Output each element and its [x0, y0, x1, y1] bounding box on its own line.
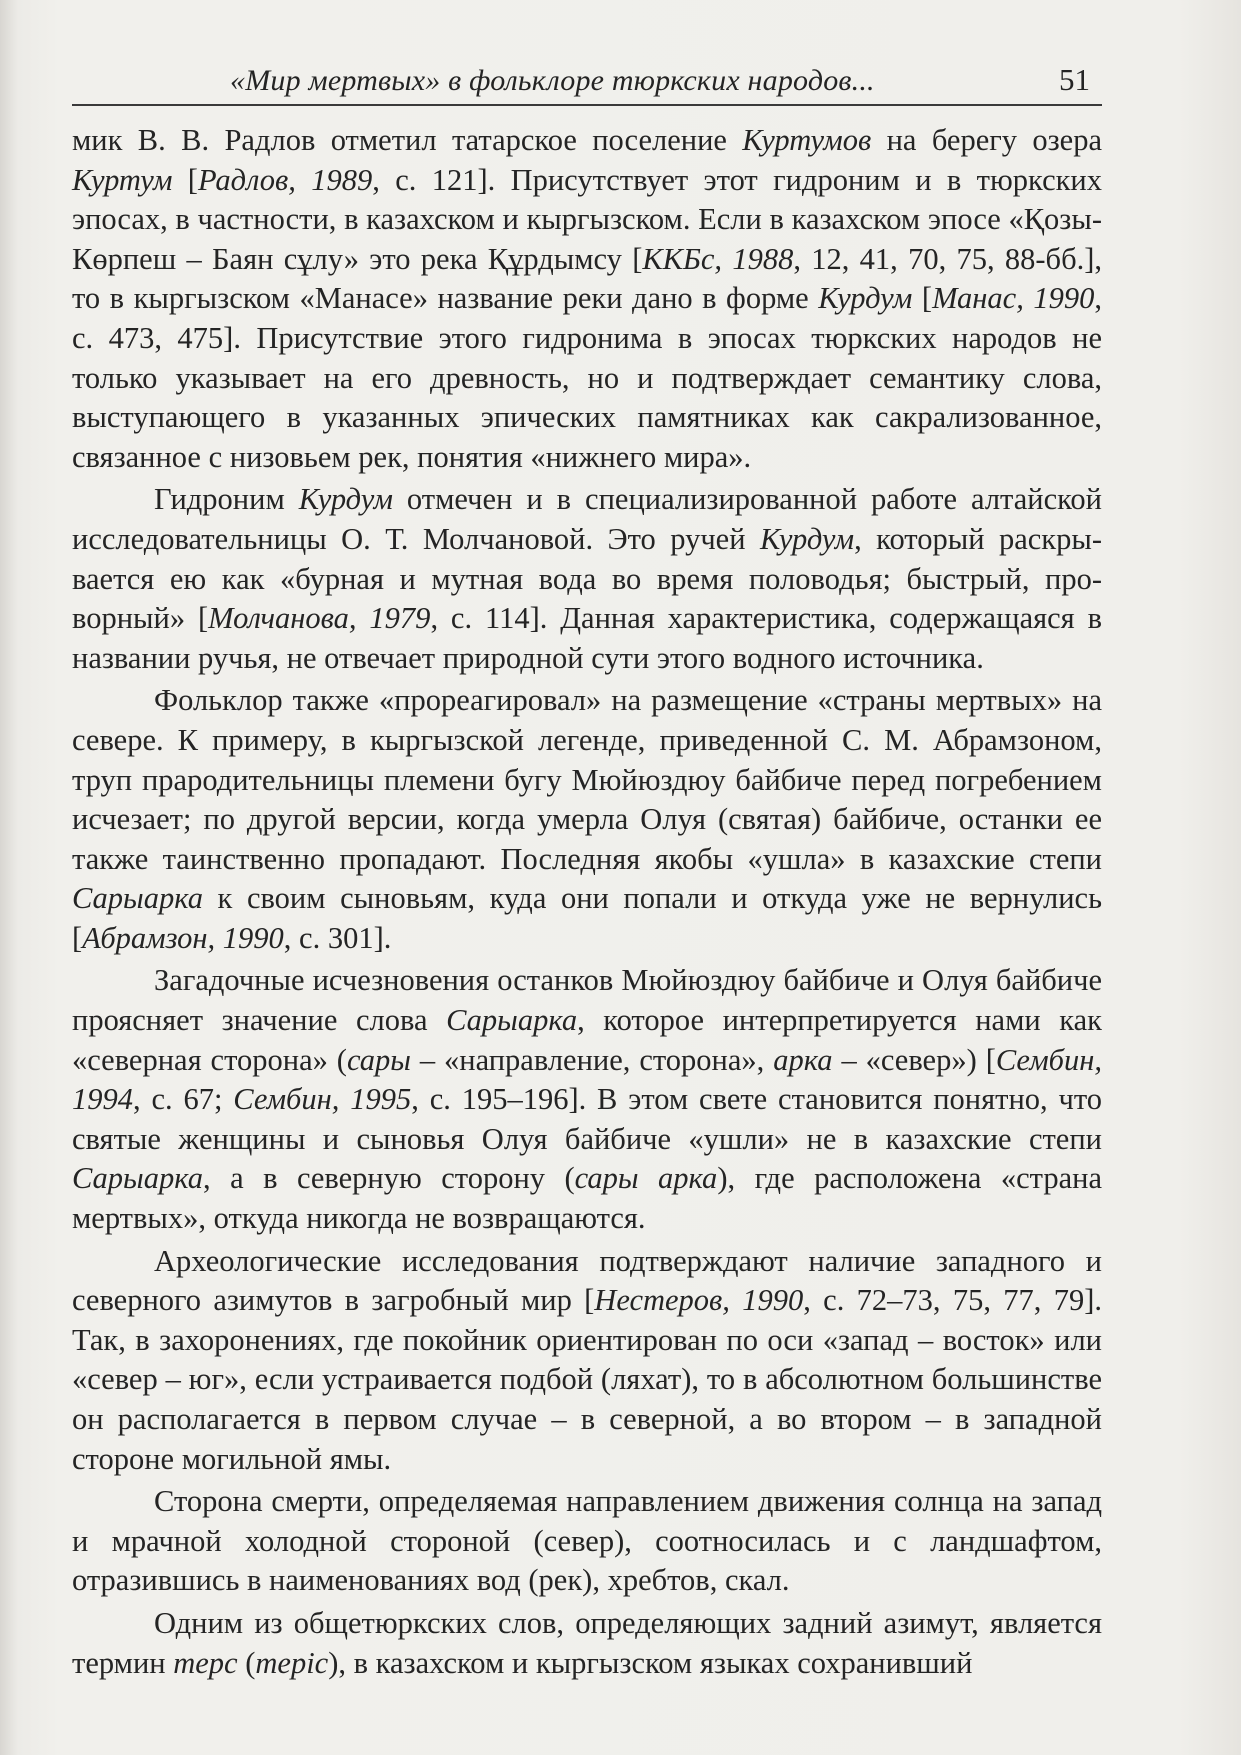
running-title: «Мир мертвых» в фольклоре тюркских народов... [230, 64, 875, 97]
text-run: отмечен и в специализированной работе алтайской исследовательницы О. Т. Молчановой. Это ручей [72, 482, 1102, 556]
italic-run: Радлов, 1989 [197, 162, 373, 197]
italic-run: сары арка [574, 1161, 718, 1196]
italic-run: Манас, 1990 [932, 281, 1095, 316]
paragraph [72, 1242, 1102, 1480]
paragraph [72, 121, 1102, 477]
text-run: [ [912, 281, 933, 316]
italic-run: Курдум [818, 281, 913, 316]
italic-run: Куртум [72, 162, 173, 197]
text-run: , которое интерпретируется нами как «северная сторона» ( [72, 1003, 1102, 1077]
italic-run: Курдум [759, 521, 855, 556]
text-run: Археологические исследования подтверждают наличие западного и северного азимутов в загробный мир [ [72, 1243, 1102, 1318]
italic-run: терс [173, 1645, 238, 1680]
text-run: – «направление, сторона», [410, 1042, 774, 1077]
italic-run: Сарыарка [72, 881, 203, 916]
text-run: Сторона смерти, определяемая направлением движения солнца на запад и мрачной холодной стороной (север), соотносилась и с ландшафтом, отразившись в наименованиях вод (рек), хребтов, скал. [72, 1484, 1102, 1598]
page-number: 51 [1059, 62, 1090, 97]
italic-run: Абрамзон, 1990 [82, 920, 284, 955]
text-run: к своим сыновьям, куда они попали и откуда уже не вернулись [ [72, 881, 1102, 955]
text-run: , а в северную сторону ( [202, 1161, 575, 1196]
page-header [72, 58, 1102, 106]
body-text [72, 121, 1102, 1686]
italic-run: Сембин, 1994 [72, 1042, 1102, 1117]
italic-run: Сарыарка [446, 1003, 578, 1038]
paragraph [72, 1604, 1102, 1683]
paragraph [72, 961, 1102, 1238]
italic-run: Сембин, 1995 [233, 1082, 412, 1117]
text-run: , с. 301]. [283, 920, 392, 955]
text-run: , с. 473, 475]. Присутствие этого гидронима в эпосах тюркских народов не только указывает на его древность, но и подтверждает семантику слова, выступающего в указанных эпических памятниках как сакрализованное, связанное с низовьем рек, понятия «нижнего мира». [72, 281, 1102, 474]
text-run: , 12, 41, 70, 75, 88-бб.], то в кыргызском «Манасе» название реки дано в форме [72, 241, 1102, 316]
paragraph [72, 480, 1102, 678]
text-run: – «север») [ [832, 1042, 996, 1077]
text-run: ), в казахском и кыргызском языках сохранивший [328, 1645, 973, 1680]
text-run: Загадочные исчезновения останков Мюйюздюу байбиче и Олуя байбиче проясняет значение слова [72, 963, 1102, 1038]
italic-run: ККБс, 1988 [642, 241, 794, 276]
text-run: , с. 195–196]. В этом свете становится понятно, что святые женщины и сыновья Олуя байбиче «ушли» не в казахские степи [72, 1082, 1103, 1156]
italic-run: сары [346, 1042, 411, 1077]
text-run: Гидроним [154, 482, 299, 517]
text-run: , с. 121]. Присутствует этот гидроним и в тюркских эпосах, в частности, в казахском и кыргызском. Если в казахском эпосе «Қозы-Көрпеш – Баян сұлу» это река Құрдымсу [ [72, 162, 1102, 276]
text-run: на берегу озера [871, 123, 1102, 157]
italic-run: Куртумов [742, 123, 872, 157]
italic-run: теріс [255, 1645, 329, 1680]
text-run: , который раскрывается ею как «бурная и мутная вода во время половодья; быстрый, проворный» [ [72, 521, 1103, 636]
text-run: Фольклор также «прореагировал» на размещение «страны мертвых» на севере. К примеру, в кыргызской легенде, приведенной С. М. Абрамзоном, труп прародительницы племени бугу Мюйюздюу байбиче перед погребением исчезает; по другой версии, когда умерла Олуя (святая) байбиче, останки ее также таинственно пропадают. Последняя якобы «ушла» в казахские степи [72, 683, 1102, 876]
text-run: мик В. В. Радлов отметил татарское поселение [72, 123, 743, 157]
text-run: , с. 67; [133, 1082, 234, 1117]
italic-run: Сарыарка [72, 1161, 203, 1196]
text-run: ), где расположена «страна мертвых», откуда никогда не возвращаются. [72, 1161, 1102, 1236]
paragraph [72, 1482, 1102, 1601]
italic-run: арка [773, 1042, 833, 1077]
italic-run: Курдум [298, 482, 393, 517]
text-run: Одним из общетюркских слов, определяющих задний азимут, является термин [72, 1605, 1102, 1680]
italic-run: Нестеров, 1990 [594, 1283, 804, 1318]
paragraph [72, 681, 1102, 958]
text-run: , с. 72–73, 75, 77, 79]. Так, в захоронениях, где покойник ориентирован по оси «запад – восток» или «север – юг», если устраивается подбой (ляхат), то в абсолютном большинстве он располагается в первом случае – в северной, а во втором – в западной стороне могильной ямы. [72, 1283, 1102, 1476]
italic-run: Молчанова, 1979 [208, 601, 431, 636]
text-run: ( [237, 1645, 256, 1680]
text-run: , с. 114]. Данная характеристика, содержащаяся в названии ручья, не отвечает природной сути этого водного источника. [72, 601, 1102, 675]
text-run: [ [172, 162, 198, 197]
